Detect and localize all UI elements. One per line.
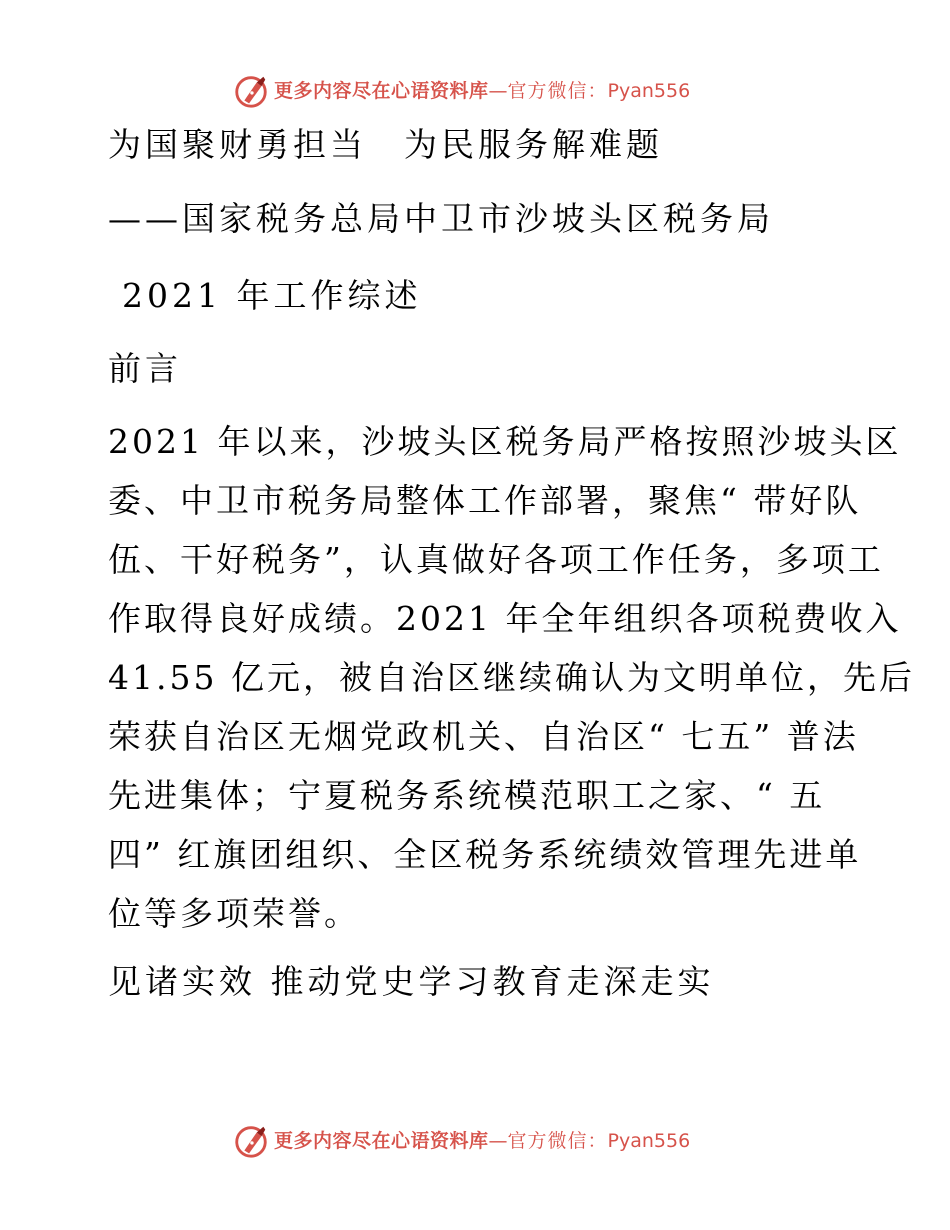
wechat-label: 官方微信：	[507, 79, 608, 102]
pen-nib-logo-icon	[232, 72, 270, 110]
paragraph-line: 2021 年以来，沙坡头区税务局严格按照沙坡头区	[108, 422, 902, 461]
section-heading: 见诸实效 推动党史学习教育走深走实	[108, 962, 715, 1001]
pen-nib-logo-icon	[232, 1122, 270, 1160]
title-line-1: 为国聚财勇担当 为民服务解难题	[108, 125, 663, 164]
title-line-2: ——国家税务总局中卫市沙坡头区税务局	[108, 199, 774, 238]
paragraph-line: 委、中卫市税务局整体工作部署，聚焦“ 带好队	[108, 481, 862, 520]
wechat-id: Pyan556	[607, 79, 691, 102]
paragraph-line: 伍、干好税务”，认真做好各项工作任务，多项工	[108, 540, 884, 579]
wechat-label: 官方微信：	[507, 1129, 608, 1152]
paragraph-line: 位等多项荣誉。	[108, 894, 360, 933]
header-watermark-banner	[232, 71, 712, 111]
paragraph-line: 41.55 亿元，被自治区继续确认为文明单位，先后	[108, 658, 915, 697]
paragraph-line: 四” 红旗团组织、全区税务系统绩效管理先进单	[108, 835, 862, 874]
promo-dash: —	[488, 79, 508, 102]
footer-watermark-banner	[232, 1121, 712, 1161]
promo-text: 更多内容尽在心语资料库	[274, 79, 489, 102]
wechat-id: Pyan556	[607, 1129, 691, 1152]
promo-dash: —	[488, 1129, 508, 1152]
paragraph-line: 荣获自治区无烟党政机关、自治区“ 七五” 普法	[108, 717, 859, 756]
paragraph-line: 先进集体；宁夏税务系统模范职工之家、“ 五	[108, 776, 826, 815]
paragraph-line: 作取得良好成绩。2021 年全年组织各项税费收入	[108, 599, 902, 638]
preface-heading: 前言	[108, 349, 182, 388]
title-line-3: 2021 年工作综述	[122, 276, 422, 315]
promo-text: 更多内容尽在心语资料库	[274, 1129, 489, 1152]
